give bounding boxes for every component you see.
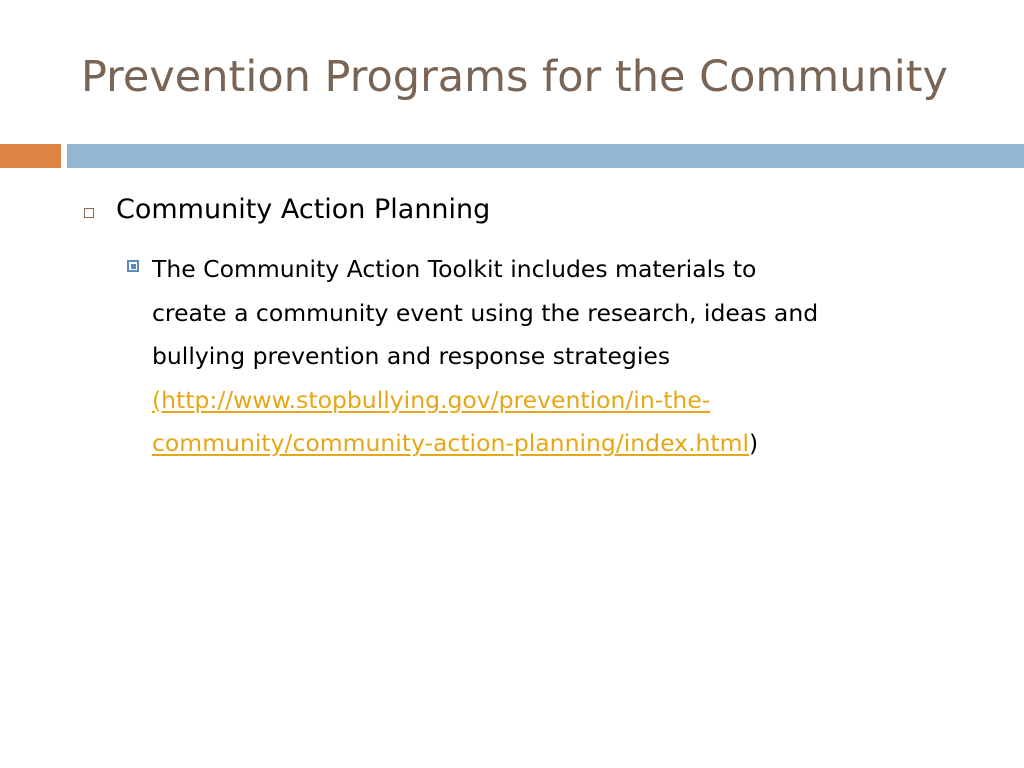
stopbullying-link-part1[interactable]: (http://www.stopbullying.gov/prevention/in-the-	[152, 385, 711, 414]
paragraph-line: create a community event using the research, ideas and	[152, 298, 819, 327]
stopbullying-link-part2[interactable]: community/community-action-planning/index.html	[152, 429, 750, 457]
title-underline-accent-blue	[67, 144, 1024, 168]
closing-parenthesis: )	[749, 429, 759, 457]
framed-square-bullet-icon	[127, 260, 139, 272]
title-underline-accent-orange	[0, 144, 61, 168]
hollow-square-bullet-icon	[84, 208, 94, 218]
bullet-level2-paragraph	[152, 248, 982, 466]
paragraph-link-line	[152, 422, 982, 466]
bullet-level1-text: Community Action Planning	[116, 194, 491, 225]
paragraph-line: The Community Action Toolkit includes materials to	[152, 255, 757, 283]
paragraph-line: bullying prevention and response strategies	[152, 342, 671, 370]
slide-title: Prevention Programs for the Community	[81, 52, 948, 102]
paragraph-link-line	[152, 379, 982, 423]
